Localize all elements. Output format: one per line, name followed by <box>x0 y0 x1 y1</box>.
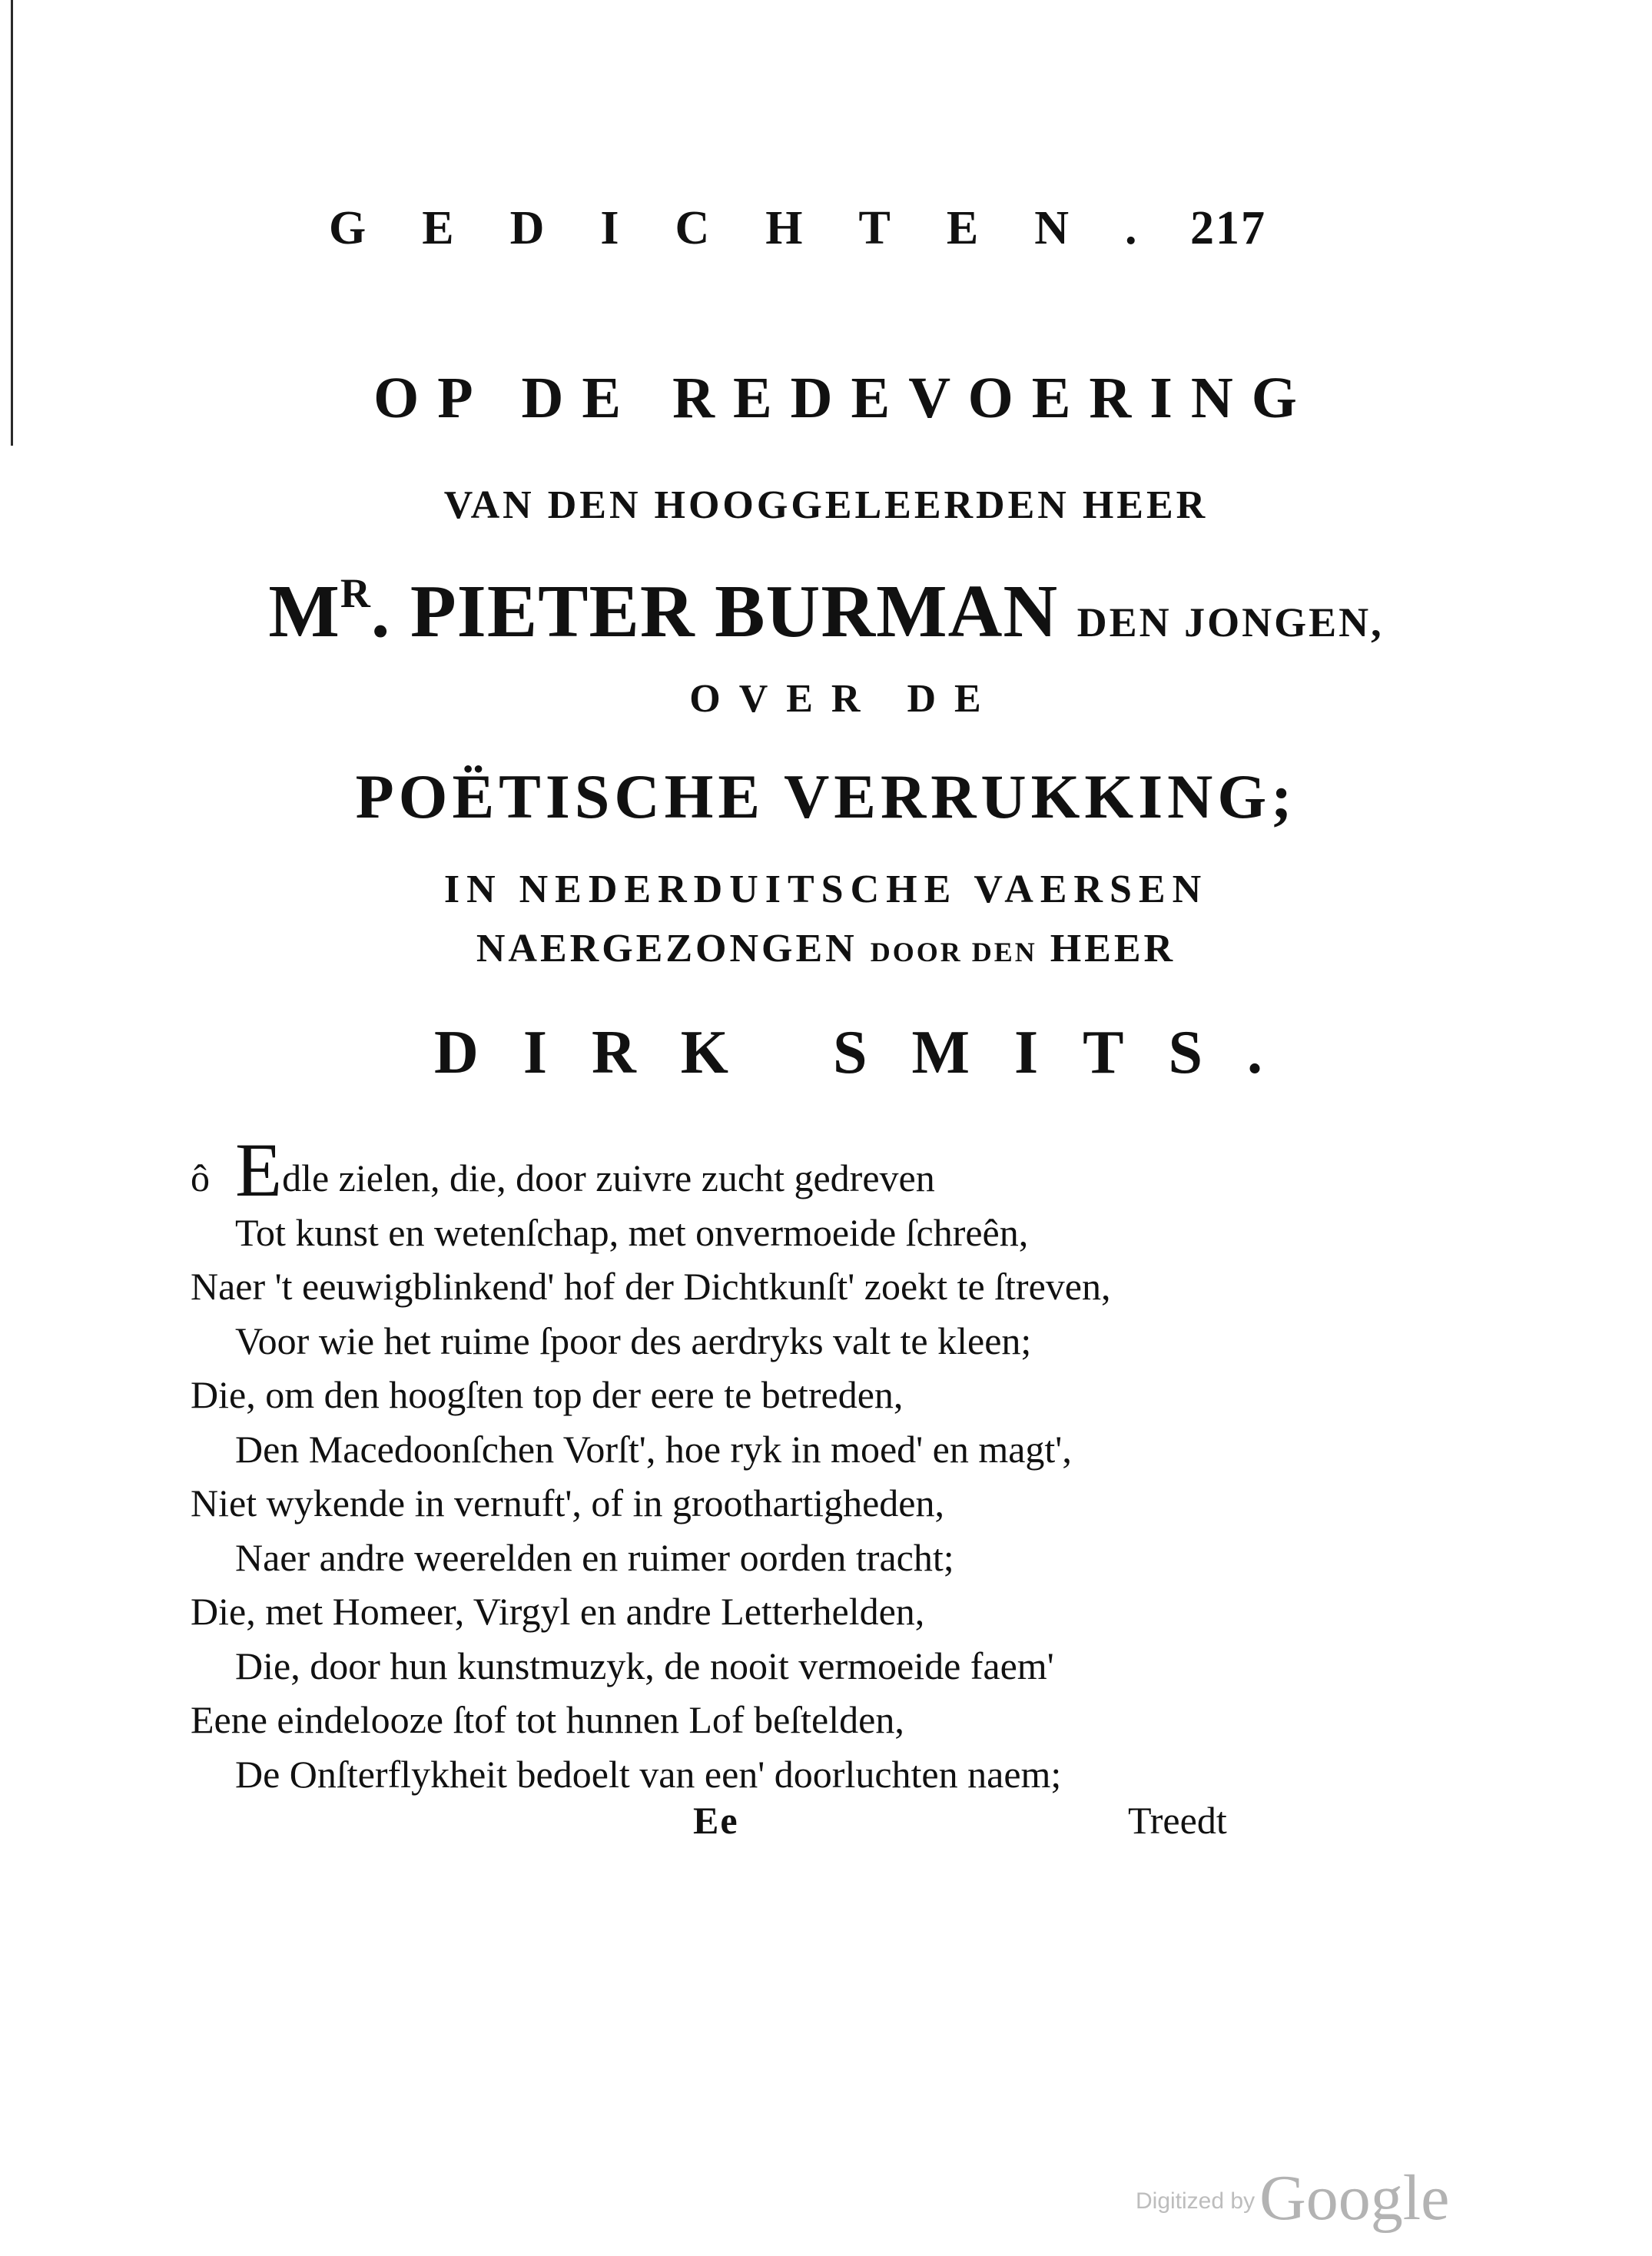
title-line-5: POËTISCHE VERRUKKING; <box>355 761 1297 831</box>
title-name-sup: R <box>340 570 371 616</box>
drop-cap: E <box>235 1127 283 1213</box>
digitized-by-label: Digitized by <box>1136 2188 1256 2214</box>
signature-mark: Ee <box>693 1799 739 1842</box>
poem-line: Den Macedoonſchen Vorſt', hoe ryk in moed' en magt', <box>235 1427 1072 1471</box>
title-line-6: IN NEDERDUITSCHE VAERSEN <box>443 868 1209 911</box>
poem-line: Niet wykende in vernuft', of in groothartigheden, <box>191 1481 944 1524</box>
poem-line: Die, met Homeer, Virgyl en andre Letterhelden, <box>191 1590 925 1633</box>
title-name: . PIETER BURMAN <box>370 570 1059 653</box>
title-name-suffix: DEN JONGEN, <box>1076 599 1384 645</box>
poem-line: Naer 't eeuwigblinkend' hof der Dichtkunſt' zoekt te ſtreven, <box>191 1265 1111 1308</box>
poem-line: Tot kunst en wetenſchap, met onvermoeide ſchreên, <box>235 1210 1029 1254</box>
catchword: Treedt <box>1128 1799 1227 1842</box>
title-line-2: VAN DEN HOOGGELEERDEN HEER <box>443 483 1209 527</box>
title-line-7-c: HEER <box>1050 927 1176 970</box>
poem-first-line-rest: dle zielen, die, door zuivre zucht gedreven <box>282 1156 935 1199</box>
title-name-prefix: M <box>268 570 340 653</box>
poem-line: Naer andre weerelden en ruimer oorden tracht; <box>235 1535 954 1579</box>
title-line-1: OP DE REDEVOERING <box>373 366 1315 430</box>
poem-body <box>191 1127 1282 1801</box>
running-head-title: GEDICHTEN. <box>329 202 1193 254</box>
poem-line <box>191 1127 1282 1213</box>
title-line-7 <box>0 926 1652 971</box>
google-logo: Google <box>1259 2162 1450 2234</box>
running-head <box>329 201 1266 263</box>
poem-interjection: ô <box>191 1156 210 1199</box>
poem-line: De Onſterflykheit bedoelt van een' doorluchten naem; <box>235 1752 1062 1796</box>
poem-line: Die, om den hoogſten top der eere te betreden, <box>191 1373 904 1416</box>
poem-line: Voor wie het ruime ſpoor des aerdryks valt te kleen; <box>235 1319 1032 1362</box>
digitized-footer <box>1136 2161 1449 2235</box>
page-number: 217 <box>1190 202 1266 254</box>
poem-line: Die, door hun kunstmuzyk, de nooit vermoeide faem' <box>235 1644 1054 1687</box>
poem-line: Eene eindelooze ſtof tot hunnen Lof beſtelden, <box>191 1698 904 1741</box>
title-line-7-b: DOOR DEN <box>870 937 1037 967</box>
author-name: DIRK SMITS. <box>434 1019 1307 1087</box>
title-line-7-a: NAERGEZONGEN <box>476 927 858 970</box>
title-line-4: OVER DE <box>689 677 1000 721</box>
title-line-3 <box>0 569 1652 655</box>
